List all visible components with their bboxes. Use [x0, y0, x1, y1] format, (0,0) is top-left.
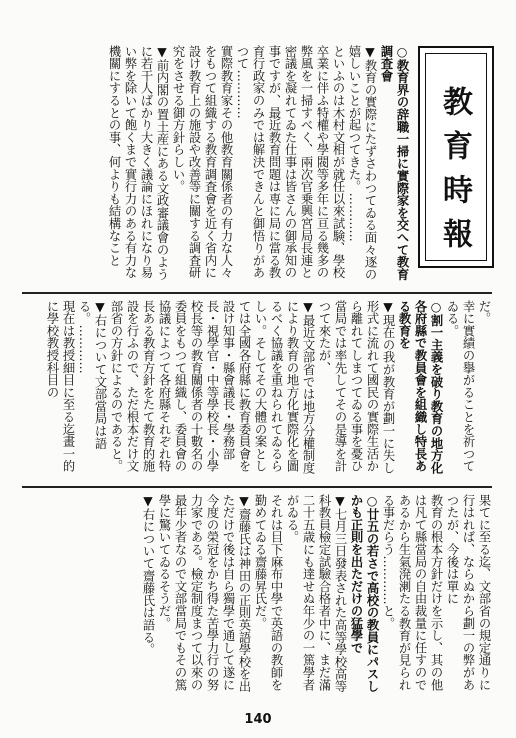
- article-top-right: [26, 45, 410, 285]
- title-box: [418, 46, 494, 268]
- divider-bottom: [22, 486, 492, 488]
- top-right-heading: ○教育界の辞職一掃に實際家を交へて教育調査會: [379, 45, 409, 281]
- article-bottom: [26, 494, 492, 694]
- bottom-paragraph: ▼齋藤氏は神田の正則英語學校を出ただけで後は自ら獨學で通して遂に今度の榮冠をかち得た苦學力行の努力家である。檢定制度まつて以來の最年少者なので文部當局でもその篤學に驚いてゐるそうだ。: [157, 494, 251, 693]
- middle-paragraph: ▼現在の我が教育が劃一に失し形式に流れて國民の實際生活から離れてしまつてゐる事を憂ひ當局では率先してその是導を計つて來たが、: [317, 300, 395, 474]
- middle-paragraph: ▼最近文部省では地方分權制度により教育の地方化實際化を圖るべく協議を重ねられてゐるらしい。そしてその大體の案としては全國各府縣に教育委員會を設け知事・縣會議長・學務部長・視學官・中等學校長・小學校長等の教育關係者の十數名の委員をもつて組織し、委員會の協議によつて各府縣それぞれ特長ある教育方針をたて教育的施設を行ふので、ただ根本だけ文部省の方針によるのであると。: [109, 300, 315, 474]
- middle-paragraph: 現在は教授細目に至る迄畫一的に學校教授科目の: [45, 300, 75, 473]
- divider-top: [22, 292, 492, 294]
- middle-paragraph: ▼右について文部當局は語る。…………: [77, 300, 107, 450]
- top-right-paragraph: ▼教育の實際にたずさわつてゐる面々逐の嬉しいことが起つてきた。…………: [347, 45, 377, 281]
- page-title: 教育時報: [437, 86, 472, 262]
- top-right-paragraph: といふのは木村文相が就任以來試験、學校卒業に伴ふ特權や學閥等多年に亘る幾多の弊風を一掃すべく、兩次官乗興宮局長連と密議を凝れてゐた仕事は皆さんの御承知の事ですが、最近教育問題は専に局に當る教育行政家のみでは解決できんと御悟りがあつて…………: [235, 45, 345, 279]
- middle-paragraph: 幸に實績の擧がることを祈つてゐる。: [445, 300, 475, 473]
- bottom-paragraph: 教育の根本方針だけを示し、其の他は凡て縣當局の自由裁量に任すのであるから生氣溌溂たる教育が見られる事だらう…………と。: [381, 494, 443, 691]
- page-number: 140: [244, 712, 272, 727]
- middle-heading: ○割一主義を破り教育の地方化: [429, 300, 443, 474]
- bottom-paragraph: 果てに至る迄、文部省の規定通りに行はれば、ならぬから劃一の弊があつたが、今後は單に: [445, 494, 491, 691]
- middle-paragraph: だ。: [477, 300, 491, 325]
- bottom-paragraph: それは目下麻布中學で英語の教師を勤めてゐる齋藤昇氏だ。: [253, 494, 283, 691]
- article-middle: [26, 300, 492, 478]
- top-right-paragraph: ▼前内閣の置土産にある文政審議會のように若干人ばかり大きく議論にほれになり易い弊を除いて飽くまで實行力のある有力な機關にするとの事、何よりも結構なこと: [107, 45, 169, 281]
- middle-heading: 各府縣で教員會を組織し特長ある教育を: [397, 300, 427, 473]
- bottom-paragraph: ▼右について齋藤氏は語る。: [141, 494, 155, 656]
- bottom-heading: ○廿五の若さで高校の教員にパスしかも正則を出ただけの猛學で: [349, 494, 379, 693]
- top-right-paragraph: 實際教育家その他教育關係者の有力な人々をもつて組織する教育調査會を近く省内に設け教育上の施設や改善等に關する調査研究をさせる御方針らしい。: [171, 45, 233, 279]
- bottom-paragraph: ▼七月三日發表された高等學校高等科教員檢定試驗合格者中に、まだ滿二十五歳にも達せぬ年少の一篤學者がゐる。: [285, 494, 347, 693]
